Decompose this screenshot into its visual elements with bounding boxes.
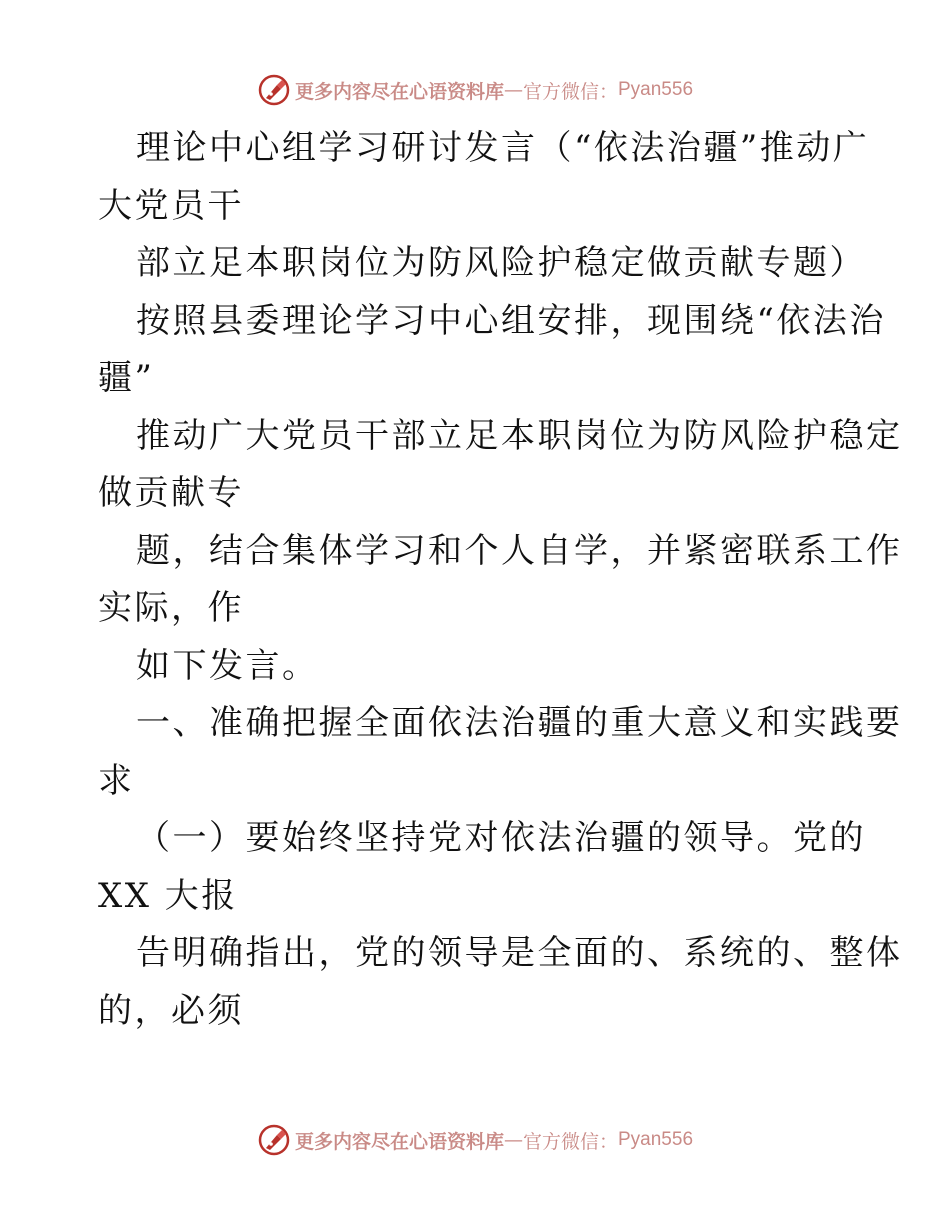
banner-wechat-label: 官方微信：	[522, 80, 618, 103]
document-body	[98, 120, 903, 1040]
banner-wechat-id: Pyan556	[618, 1129, 694, 1150]
doc-line: 题，结合集体学习和个人自学，并紧密联系工作	[136, 530, 903, 571]
doc-line: 做贡献专	[98, 473, 244, 513]
doc-line: （一）要始终坚持党对依法治疆的领导。党的	[136, 818, 866, 858]
banner-dash: —	[503, 79, 523, 101]
banner-wechat-label: 官方微信：	[522, 1130, 618, 1153]
doc-line: XX 大报	[98, 875, 238, 916]
doc-line: 一、准确把握全面依法治疆的重大意义和实践要	[136, 703, 903, 743]
banner-dash: —	[503, 1129, 523, 1151]
footer-banner	[0, 1120, 950, 1160]
header-banner	[0, 70, 950, 110]
banner-site-text: 更多内容尽在心语资料库	[294, 1130, 504, 1153]
banner-wechat-id: Pyan556	[618, 79, 694, 100]
pen-logo-icon	[257, 73, 291, 107]
doc-line: 告明确指出，党的领导是全面的、系统的、整体	[136, 933, 903, 973]
doc-line: 理论中心组学习研讨发言（“依法治疆”推动广	[136, 128, 870, 168]
doc-line: 大党员干	[98, 185, 244, 226]
doc-line: 如下发言。	[136, 645, 319, 686]
pen-logo-icon	[257, 1123, 291, 1157]
doc-line: 推动广大党员干部立足本职岗位为防风险护稳定	[136, 415, 903, 456]
doc-line: 的，必须	[98, 990, 244, 1031]
doc-line: 按照县委理论学习中心组安排，现围绕“依法治	[136, 300, 886, 341]
doc-line: 实际，作	[98, 588, 244, 628]
doc-line: 疆”	[98, 358, 155, 398]
banner-site-text: 更多内容尽在心语资料库	[294, 80, 504, 103]
doc-line: 求	[98, 760, 135, 801]
doc-line: 部立足本职岗位为防风险护稳定做贡献专题）	[136, 243, 866, 283]
